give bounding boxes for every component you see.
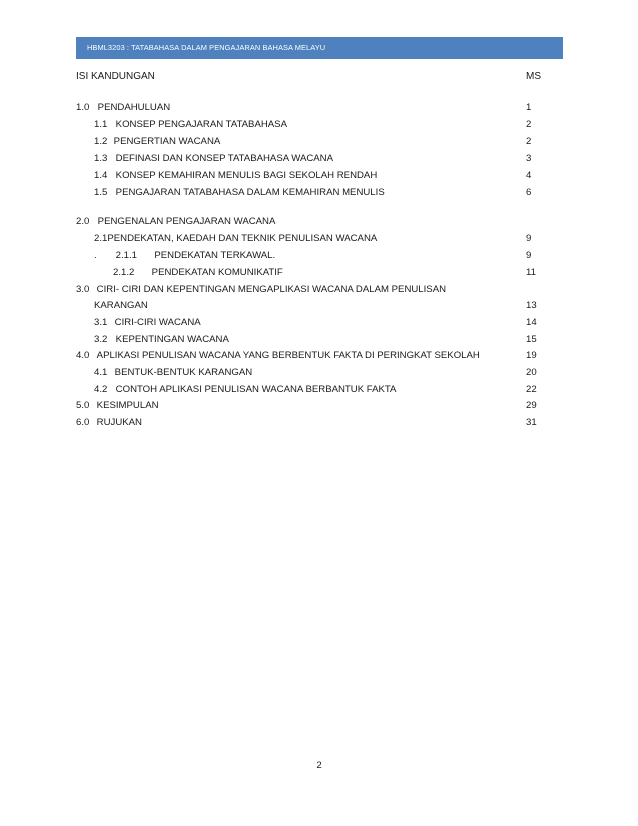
- toc-entry-number: 4.2: [94, 384, 108, 395]
- toc-entry-text: CONTOH APLIKASI PENULISAN WACANA BERBANTUK FAKTA: [115, 384, 397, 395]
- toc-entry-6-0: [76, 416, 142, 429]
- toc-entry-number: 1.4: [94, 170, 108, 181]
- toc-entry-text: KESIMPULAN: [96, 400, 159, 411]
- toc-entry-number: 3.1: [94, 317, 108, 328]
- toc-entry-text: PENGENALAN PENGAJARAN WACANA: [97, 216, 276, 227]
- toc-entry-number: 1.5: [94, 187, 108, 198]
- toc-entry-text: PENGERTIAN WACANA: [113, 136, 221, 147]
- toc-entry-page: 3: [526, 153, 532, 164]
- toc-entry-number: 3.0: [76, 284, 90, 295]
- toc-entry-3-1: [94, 316, 201, 329]
- toc-entry-number: 5.0: [76, 400, 90, 411]
- toc-entry-page: 9: [526, 233, 532, 244]
- toc-entry-2-1: [94, 232, 377, 245]
- toc-entry-3-2: [94, 333, 229, 346]
- toc-entry-4-0: [76, 349, 480, 362]
- toc-entry-page: 4: [526, 170, 532, 181]
- toc-entry-4-2: [94, 383, 396, 396]
- toc-entry-text: CIRI- CIRI DAN KEPENTINGAN MENGAPLIKASI WACANA DALAM PENULISAN: [96, 284, 447, 295]
- toc-entry-page: 29: [526, 400, 537, 411]
- toc-entry-text: KONSEP KEMAHIRAN MENULIS BAGI SEKOLAH RENDAH: [115, 170, 378, 181]
- toc-entry-number: 2.1.2: [113, 267, 135, 278]
- toc-entry-1-5: [94, 186, 385, 199]
- toc-entry-page: 11: [526, 267, 536, 278]
- toc-entry-4-1: [94, 366, 252, 379]
- toc-entry-page: 19: [526, 350, 537, 361]
- toc-entry-page: 22: [526, 384, 537, 395]
- toc-page-column-label: MS: [526, 71, 541, 82]
- toc-entry-page: 20: [526, 367, 537, 378]
- toc-entry-prefix: .: [94, 250, 97, 261]
- toc-entry-number: 4.1: [94, 367, 108, 378]
- toc-entry-text: PENGAJARAN TATABAHASA DALAM KEMAHIRAN MENULIS: [115, 187, 385, 198]
- toc-entry-text: KEPENTINGAN WACANA: [115, 334, 229, 345]
- toc-entry-page: 2: [526, 136, 532, 147]
- toc-title: ISI KANDUNGAN: [76, 71, 155, 82]
- toc-entry-number: 1.2: [94, 136, 108, 147]
- toc-entry-number: 6.0: [76, 417, 90, 428]
- toc-entry-number: 1.0: [76, 102, 90, 113]
- toc-entry-text: PENDEKATAN, KAEDAH DAN TEKNIK PENULISAN WACANA: [107, 233, 378, 244]
- toc-entry-2-0: [76, 215, 275, 228]
- toc-entry-page: 31: [526, 417, 537, 428]
- toc-entry-1-2: [94, 135, 220, 148]
- page-number: 2: [316, 760, 322, 771]
- toc-entry-5-0: [76, 399, 159, 412]
- toc-entry-number: 2.1.1: [115, 250, 138, 261]
- toc-entry-1-4: [94, 169, 377, 182]
- running-header: [76, 37, 563, 59]
- toc-entry-page: 13: [526, 300, 537, 311]
- toc-entry-page: 14: [526, 317, 537, 328]
- toc-entry-page: 1: [526, 102, 532, 113]
- toc-entry-number: 1.3: [94, 153, 108, 164]
- toc-entry-text: KONSEP PENGAJARAN TATABAHASA: [115, 119, 287, 130]
- toc-entry-text: PENDAHULUAN: [97, 102, 171, 113]
- toc-entry-2-1-1: [94, 249, 275, 262]
- toc-entry-page: 9: [526, 250, 532, 261]
- toc-entry-3-0-continued: [94, 299, 148, 312]
- toc-entry-text: KARANGAN: [94, 300, 148, 311]
- toc-entry-number: 4.0: [76, 350, 90, 361]
- toc-entry-number: 3.2: [94, 334, 108, 345]
- toc-entry-page: 15: [526, 334, 537, 345]
- toc-entry-number: 1.1: [94, 119, 108, 130]
- toc-entry-page: 2: [526, 119, 532, 130]
- toc-entry-text: BENTUK-BENTUK KARANGAN: [114, 367, 253, 378]
- toc-entry-1-0: [76, 101, 170, 114]
- toc-entry-text: APLIKASI PENULISAN WACANA YANG BERBENTUK FAKTA DI PERINGKAT SEKOLAH: [96, 350, 480, 361]
- header-title: HBML3203 : TATABAHASA DALAM PENGAJARAN BAHASA MELAYU: [87, 43, 326, 52]
- toc-entry-text: RUJUKAN: [96, 417, 142, 428]
- toc-entry-number: 2.0: [76, 216, 90, 227]
- toc-entry-text: DEFINASI DAN KONSEP TATABAHASA WACANA: [115, 153, 333, 164]
- toc-entry-text: PENDEKATAN KOMUNIKATIF: [151, 267, 283, 278]
- toc-entry-1-1: [94, 118, 287, 131]
- toc-entry-1-3: [94, 152, 333, 165]
- toc-entry-page: 6: [526, 187, 532, 198]
- toc-entry-3-0: [76, 283, 446, 296]
- toc-entry-2-1-2: [113, 266, 283, 279]
- toc-entry-number: 2.1: [94, 233, 108, 244]
- toc-entry-text: PENDEKATAN TERKAWAL.: [154, 250, 276, 261]
- toc-entry-text: CIRI-CIRI WACANA: [114, 317, 201, 328]
